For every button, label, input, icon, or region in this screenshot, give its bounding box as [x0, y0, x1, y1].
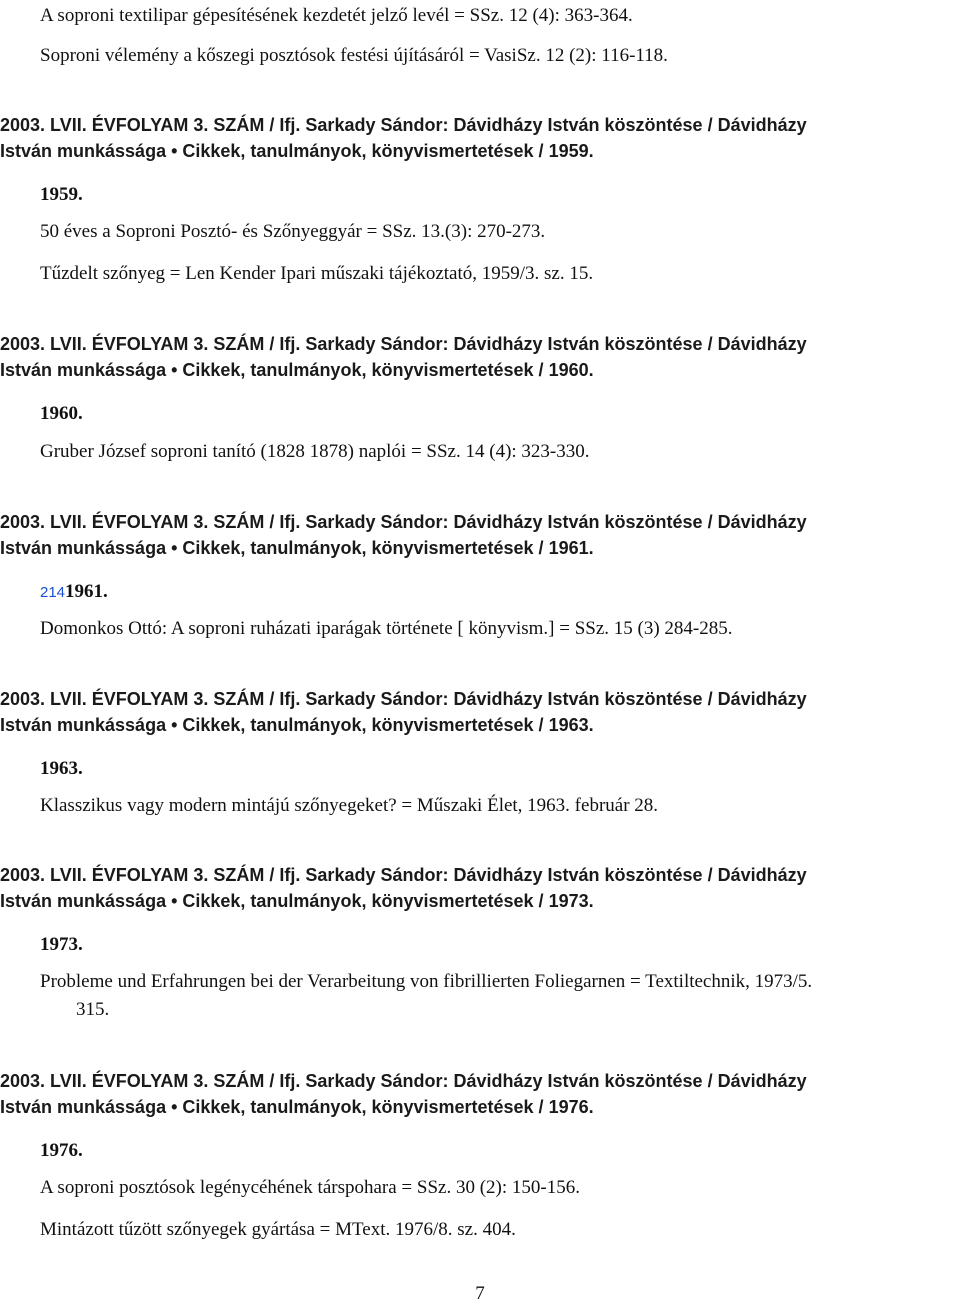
bibliography-entry: Probleme und Erfahrungen bei der Verarbeitung von fibrillierten Foliegarnen = Textiltechnik, 1973/5. [40, 971, 813, 992]
section-header-line-1: 2003. LVII. ÉVFOLYAM 3. SZÁM / Ifj. Sarkady Sándor: Dávidházy István köszöntése / Dávidházy [0, 689, 807, 709]
section-header-line-1: 2003. LVII. ÉVFOLYAM 3. SZÁM / Ifj. Sarkady Sándor: Dávidházy István köszöntése / Dávidházy [0, 512, 807, 532]
bibliography-entry: Domonkos Ottó: A soproni ruházati iparágak története [ könyvism.] = SSz. 15 (3) 284-285. [40, 618, 733, 639]
year-heading [40, 581, 108, 603]
section-header-year: 1976. [548, 1097, 594, 1117]
section-header-line-2 [0, 535, 960, 561]
bibliography-entry: A soproni textilipar gépesítésének kezdetét jelző levél = SSz. 12 (4): 363-364. [40, 5, 633, 26]
bibliography-entry: Mintázott tűzött szőnyegek gyártása = MText. 1976/8. sz. 404. [40, 1219, 516, 1240]
section-header-prefix: István munkássága • Cikkek, tanulmányok, könyvismertetések / [0, 538, 549, 558]
bibliography-entry-continuation: 315. [76, 999, 110, 1020]
section-header-prefix: István munkássága • Cikkek, tanulmányok, könyvismertetések / [0, 141, 549, 161]
bibliography-entry: Tűzdelt szőnyeg = Len Kender Ipari műszaki tájékoztató, 1959/3. sz. 15. [40, 263, 594, 284]
section-header-prefix: István munkássága • Cikkek, tanulmányok, könyvismertetések / [0, 715, 549, 735]
section-header-year: 1960. [548, 360, 594, 380]
section-header [0, 862, 960, 914]
section-header-line-2 [0, 1094, 960, 1120]
section-header [0, 331, 960, 383]
page-number: 7 [475, 1283, 485, 1304]
section-header-prefix: István munkássága • Cikkek, tanulmányok, könyvismertetések / [0, 1097, 549, 1117]
year-heading-text: 1961. [65, 581, 108, 602]
year-heading: 1973. [40, 934, 83, 955]
section-header-line-1: 2003. LVII. ÉVFOLYAM 3. SZÁM / Ifj. Sarkady Sándor: Dávidházy István köszöntése / Dávidházy [0, 334, 807, 354]
section-header-line-2 [0, 888, 960, 914]
section-header-line-2 [0, 357, 960, 383]
year-heading: 1976. [40, 1140, 83, 1161]
section-header-year: 1973. [548, 891, 594, 911]
section-header-line-2 [0, 712, 960, 738]
section-header-line-1: 2003. LVII. ÉVFOLYAM 3. SZÁM / Ifj. Sarkady Sándor: Dávidházy István köszöntése / Dávidházy [0, 865, 807, 885]
year-heading: 1959. [40, 184, 83, 205]
section-header [0, 509, 960, 561]
year-heading: 1963. [40, 758, 83, 779]
bibliography-entry: Klasszikus vagy modern mintájú szőnyegeket? = Műszaki Élet, 1963. február 28. [40, 795, 659, 816]
section-header-prefix: István munkássága • Cikkek, tanulmányok, könyvismertetések / [0, 891, 549, 911]
bibliography-entry: Soproni vélemény a kőszegi posztósok festési újításáról = VasiSz. 12 (2): 116-118. [40, 45, 668, 66]
section-header [0, 1068, 960, 1120]
section-header-year: 1959. [548, 141, 594, 161]
section-header-prefix: István munkássága • Cikkek, tanulmányok, könyvismertetések / [0, 360, 549, 380]
section-header-line-1: 2003. LVII. ÉVFOLYAM 3. SZÁM / Ifj. Sarkady Sándor: Dávidházy István köszöntése / Dávidházy [0, 115, 807, 135]
bibliography-entry: 50 éves a Soproni Posztó- és Szőnyeggyár = SSz. 13.(3): 270-273. [40, 221, 546, 242]
year-heading: 1960. [40, 403, 83, 424]
page-link[interactable]: 214 [40, 584, 66, 601]
section-header-year: 1961. [548, 538, 594, 558]
bibliography-entry: A soproni posztósok legénycéhének társpohara = SSz. 30 (2): 150-156. [40, 1177, 580, 1198]
section-header [0, 686, 960, 738]
section-header-year: 1963. [548, 715, 594, 735]
bibliography-entry: Gruber József soproni tanító (1828 1878) naplói = SSz. 14 (4): 323-330. [40, 441, 590, 462]
section-header [0, 112, 960, 164]
section-header-line-1: 2003. LVII. ÉVFOLYAM 3. SZÁM / Ifj. Sarkady Sándor: Dávidházy István köszöntése / Dávidházy [0, 1071, 807, 1091]
section-header-line-2 [0, 138, 960, 164]
